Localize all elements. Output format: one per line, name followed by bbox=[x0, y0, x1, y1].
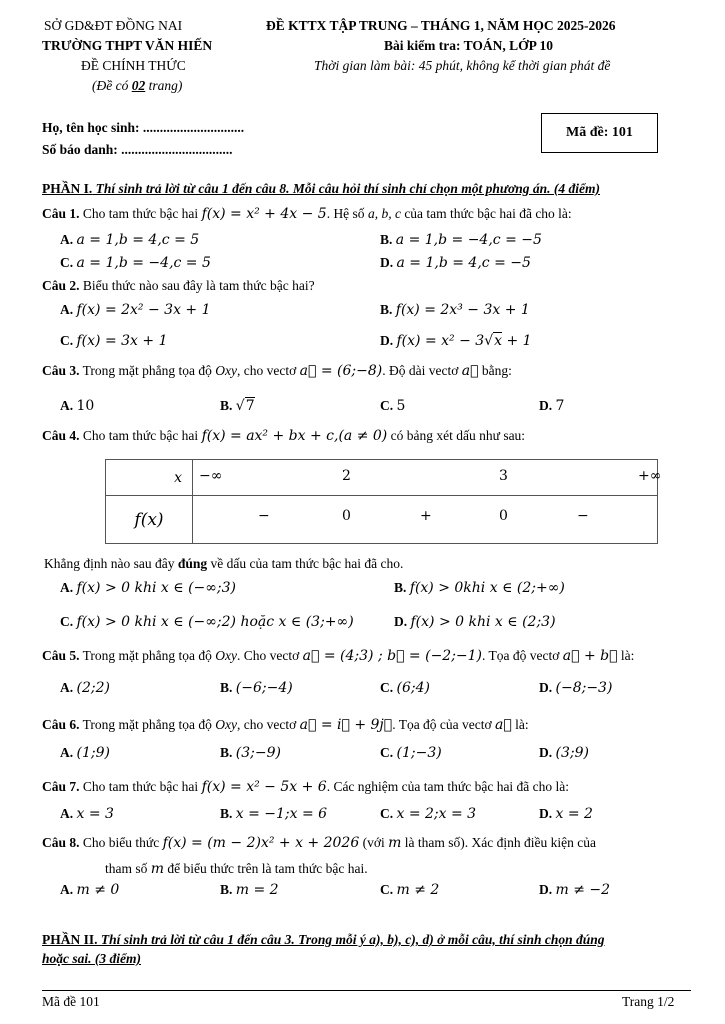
pages-note: (Đề có 02 trang) bbox=[92, 78, 183, 93]
x-val-neg-inf: −∞ bbox=[199, 468, 223, 484]
sign-table-f-label: f(x) bbox=[106, 496, 193, 544]
question-4: Câu 4. Cho tam thức bậc hai f(x) = ax² + bx + c,(a ≠ 0) có bảng xét dấu như sau: bbox=[42, 428, 526, 444]
question-8: Câu 8. Cho biểu thức f(x) = (m − 2)x² + x + 2026 (với m là tham số). Xác định điều kiện của bbox=[42, 835, 596, 851]
q5-option-c[interactable]: C. (6;4) bbox=[380, 680, 430, 696]
q3-option-c[interactable]: C. 5 bbox=[380, 398, 406, 414]
q4-option-b[interactable]: B. f(x) > 0khi x ∈ (2;+∞) bbox=[394, 580, 565, 596]
part2-heading: PHẦN II. Thí sinh trả lời từ câu 1 đến câu 3. Trong mỗi ý a), b), c), d) ở mỗi câu, thí sinh chọn đúng bbox=[42, 932, 605, 947]
exam-code-box: Mã đề: 101 bbox=[541, 113, 658, 153]
part2-heading-line2: hoặc sai. (3 điểm) bbox=[42, 951, 141, 966]
q7-option-b[interactable]: B. x = −1;x = 6 bbox=[220, 806, 328, 822]
sign-table-f-row bbox=[193, 496, 658, 544]
q6-option-d[interactable]: D. (3;9) bbox=[539, 745, 589, 761]
question-5: Câu 5. Trong mặt phẳng tọa độ Oxy. Cho vectơ a⃗ = (4;3) ; b⃗ = (−2;−1). Tọa độ vectơ a⃗ + b⃗ là: bbox=[42, 648, 635, 664]
q4-option-a[interactable]: A. f(x) > 0 khi x ∈ (−∞;3) bbox=[60, 580, 237, 596]
q7-option-d[interactable]: D. x = 2 bbox=[539, 806, 593, 822]
footer-exam-code: Mã đề 101 bbox=[42, 994, 100, 1009]
q8-option-d[interactable]: D. m ≠ −2 bbox=[539, 882, 611, 898]
subject-line: Bài kiểm tra: TOÁN, LỚP 10 bbox=[384, 38, 554, 53]
sign-table-x-label: x bbox=[106, 460, 193, 496]
part1-heading: PHẦN I. Thí sinh trả lời từ câu 1 đến câu 8. Mỗi câu hỏi thí sinh chỉ chọn một phương án. (4 điểm) bbox=[42, 181, 601, 196]
q6-option-b[interactable]: B. (3;−9) bbox=[220, 745, 281, 761]
q8-option-a[interactable]: A. m ≠ 0 bbox=[60, 882, 120, 898]
q3-option-a[interactable]: A. 10 bbox=[60, 398, 95, 414]
student-id-field[interactable]: Số báo danh: ................................. bbox=[42, 142, 233, 157]
q6-option-c[interactable]: C. (1;−3) bbox=[380, 745, 442, 761]
sign-minus-right: − bbox=[577, 508, 589, 524]
q8-option-c[interactable]: C. m ≠ 2 bbox=[380, 882, 440, 898]
sign-zero-3: 0 bbox=[499, 508, 508, 524]
sign-zero-2: 0 bbox=[342, 508, 351, 524]
q2-option-c[interactable]: C. f(x) = 3x + 1 bbox=[60, 333, 168, 349]
q3-option-b[interactable]: B. √7 bbox=[220, 398, 255, 414]
question-6: Câu 6. Trong mặt phẳng tọa độ Oxy, cho vectơ a⃗ = i⃗ + 9j⃗. Tọa độ của vectơ a⃗ là: bbox=[42, 717, 529, 733]
sign-table bbox=[105, 459, 662, 544]
q2-option-b[interactable]: B. f(x) = 2x³ − 3x + 1 bbox=[380, 302, 530, 318]
sign-plus: + bbox=[420, 508, 432, 524]
exam-title: ĐỀ KTTX TẬP TRUNG – THÁNG 1, NĂM HỌC 2025-2026 bbox=[266, 18, 616, 33]
official-label: ĐỀ CHÍNH THỨC bbox=[81, 58, 186, 73]
q5-option-b[interactable]: B. (−6;−4) bbox=[220, 680, 293, 696]
q1-option-b[interactable]: B. a = 1,b = −4,c = −5 bbox=[380, 232, 542, 248]
q4-option-c[interactable]: C. f(x) > 0 khi x ∈ (−∞;2) hoặc x ∈ (3;+∞) bbox=[60, 614, 354, 630]
q7-option-a[interactable]: A. x = 3 bbox=[60, 806, 114, 822]
question-1: Câu 1. Cho tam thức bậc hai f(x) = x² + 4x − 5. Hệ số a, b, c của tam thức bậc hai đã cho là: bbox=[42, 206, 572, 222]
sign-minus-left: − bbox=[258, 508, 270, 524]
question-8-line2: tham số m để biểu thức trên là tam thức bậc hai. bbox=[105, 861, 368, 877]
q4-statement: Khẳng định nào sau đây đúng về dấu của tam thức bậc hai đã cho. bbox=[44, 556, 404, 571]
q1-option-d[interactable]: D. a = 1,b = 4,c = −5 bbox=[380, 255, 531, 271]
footer-page-number: Trang 1/2 bbox=[622, 994, 675, 1009]
question-2: Câu 2. Biểu thức nào sau đây là tam thức bậc hai? bbox=[42, 278, 315, 293]
department-name: SỞ GD&ĐT ĐỒNG NAI bbox=[44, 18, 183, 33]
q7-option-c[interactable]: C. x = 2;x = 3 bbox=[380, 806, 477, 822]
q8-option-b[interactable]: B. m = 2 bbox=[220, 882, 279, 898]
time-line: Thời gian làm bài: 45 phút, không kể thời gian phát đề bbox=[314, 58, 611, 73]
q2-option-a[interactable]: A. f(x) = 2x² − 3x + 1 bbox=[60, 302, 211, 318]
q5-option-a[interactable]: A. (2;2) bbox=[60, 680, 110, 696]
x-val-3: 3 bbox=[499, 468, 508, 484]
sign-table-x-row bbox=[193, 460, 662, 496]
question-7: Câu 7. Cho tam thức bậc hai f(x) = x² − 5x + 6. Các nghiệm của tam thức bậc hai đã cho là: bbox=[42, 779, 570, 795]
q4-option-d[interactable]: D. f(x) > 0 khi x ∈ (2;3) bbox=[394, 614, 556, 630]
q2-option-d[interactable]: D. f(x) = x² − 3√x + 1 bbox=[380, 333, 532, 349]
footer-divider bbox=[42, 990, 691, 991]
q6-option-a[interactable]: A. (1;9) bbox=[60, 745, 110, 761]
q3-option-d[interactable]: D. 7 bbox=[539, 398, 565, 414]
x-val-2: 2 bbox=[342, 468, 351, 484]
school-name: TRƯỜNG THPT VĂN HIẾN bbox=[42, 38, 213, 53]
student-name-field[interactable]: Họ, tên học sinh: .............................. bbox=[42, 120, 245, 135]
question-3: Câu 3. Trong mặt phẳng tọa độ Oxy, cho vectơ a⃗ = (6;−8). Độ dài vectơ a⃗ bằng: bbox=[42, 363, 512, 379]
q5-option-d[interactable]: D. (−8;−3) bbox=[539, 680, 613, 696]
q1-option-a[interactable]: A. a = 1,b = 4,c = 5 bbox=[60, 232, 200, 248]
x-val-pos-inf: +∞ bbox=[638, 468, 662, 484]
q1-option-c[interactable]: C. a = 1,b = −4,c = 5 bbox=[60, 255, 211, 271]
